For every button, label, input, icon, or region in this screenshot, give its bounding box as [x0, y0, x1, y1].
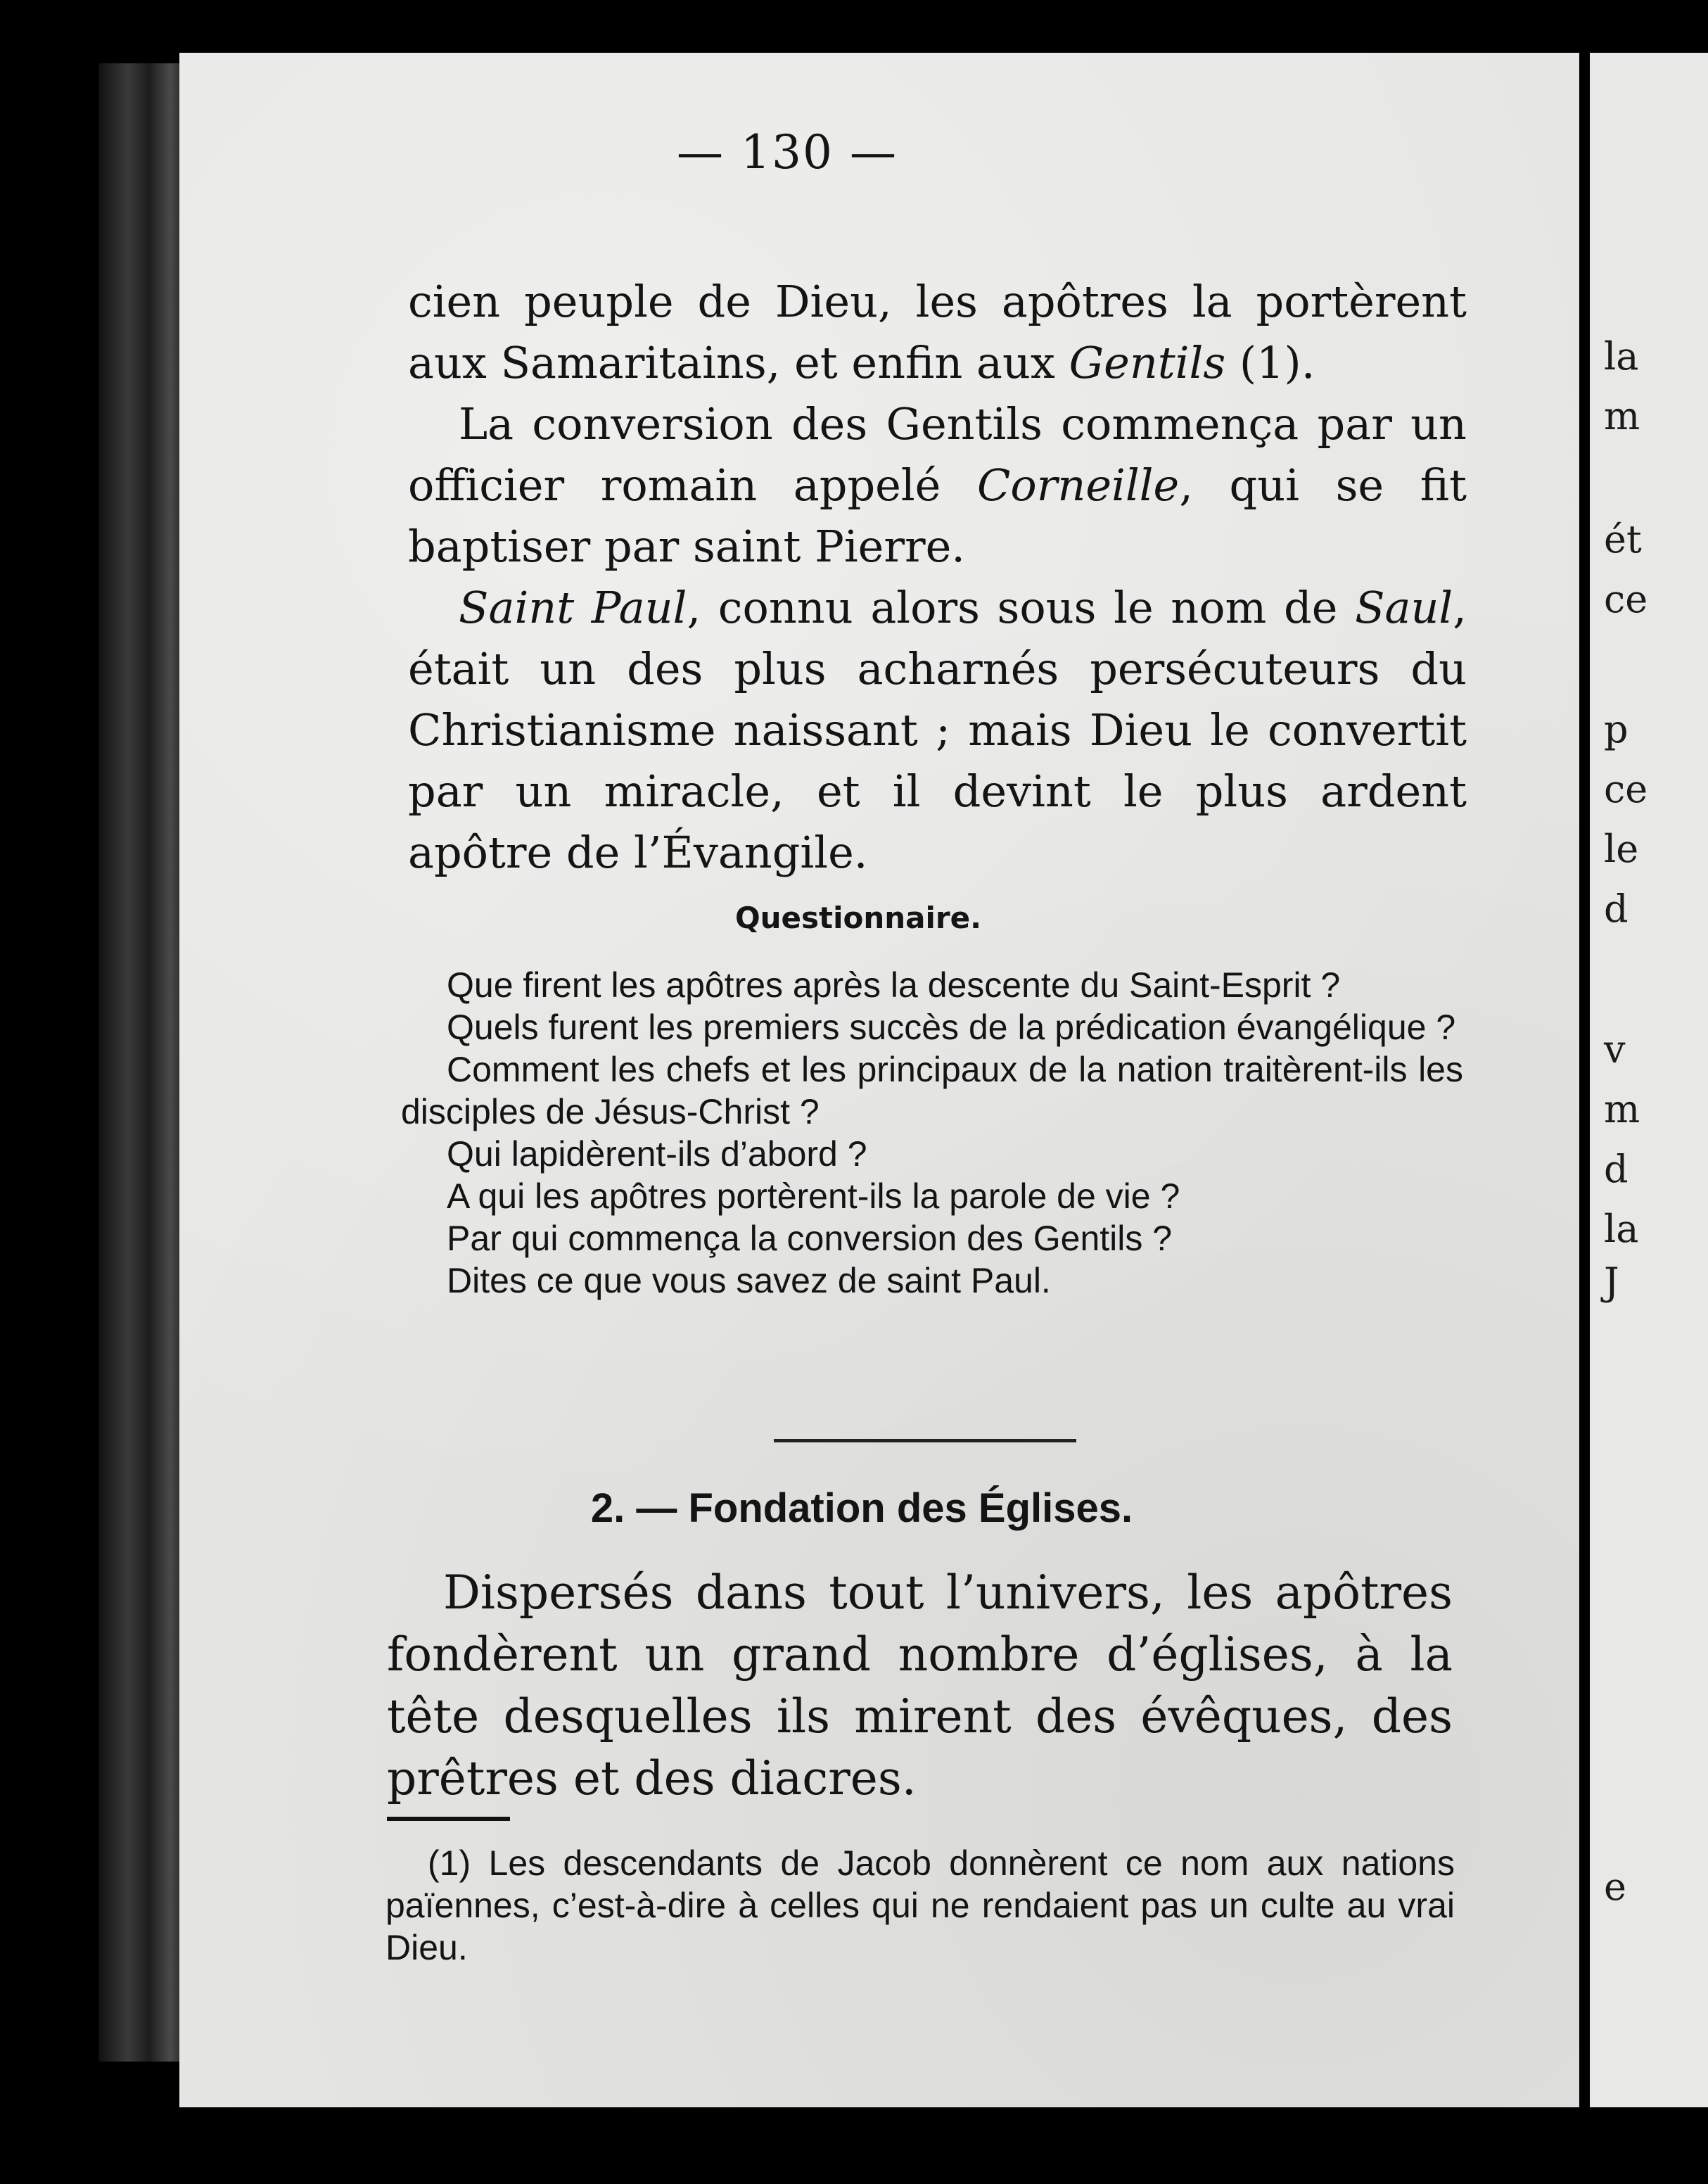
question: Quels furent les premiers succès de la prédication évangélique ? — [447, 1008, 1456, 1047]
adjacent-page-edge — [1590, 53, 1708, 2107]
footnote-text: (1) Les descendants de Jacob donnèrent ce nom aux nations païennes, c’est-à-dire à celles qui ne rendaient pas un culte au vrai Dieu. — [385, 1843, 1455, 1967]
text-run: cien peuple de Dieu, les apôtres la portèrent aux Samaritains, et enfin aux — [408, 276, 1467, 388]
text-run: (1). — [1225, 337, 1315, 388]
adjacent-page-fragment: J — [1604, 1259, 1619, 1304]
italic-term: Corneille — [976, 459, 1180, 511]
questionnaire-list — [401, 964, 1463, 1302]
adjacent-page-fragment: m — [1604, 394, 1640, 438]
paragraph: Dispersés dans tout l’univers, les apôtres fondèrent un grand nombre d’églises, à la tête desquelles ils mirent des évêques, des prêtres et des diacres. — [387, 1566, 1453, 1805]
section-title: 2. — Fondation des Églises. — [590, 1485, 1133, 1531]
adjacent-page-fragment: m — [1604, 1087, 1640, 1131]
footnote — [385, 1842, 1455, 1969]
paragraph — [408, 577, 1467, 883]
text-run: , qui se fit baptiser par saint Pierre. — [408, 459, 1467, 572]
question: A qui les apôtres portèrent-ils la parole de vie ? — [447, 1176, 1180, 1216]
text-run: La conversion des Gentils commença par un officier romain appelé — [408, 398, 1467, 511]
adjacent-page-fragment: v — [1604, 1027, 1626, 1072]
adjacent-page-fragment: la — [1604, 1207, 1639, 1251]
page-number: — 130 — — [677, 125, 898, 179]
footnote-divider — [387, 1817, 510, 1821]
adjacent-page-fragment: d — [1604, 887, 1629, 931]
question: Que firent les apôtres après la descente du Saint-Esprit ? — [447, 965, 1341, 1005]
question: Dites ce que vous savez de saint Paul. — [447, 1261, 1051, 1300]
paragraph — [408, 271, 1467, 393]
question: Par qui commença la conversion des Gentils ? — [447, 1219, 1173, 1258]
adjacent-page-fragment: ét — [1604, 517, 1642, 561]
questionnaire-heading: Questionnaire. — [734, 901, 982, 935]
adjacent-page-fragment: p — [1604, 707, 1629, 751]
adjacent-page-fragment: la — [1604, 334, 1639, 379]
book-spine-edge — [98, 63, 183, 2062]
text-run: , était un des plus acharnés persécuteurs du Christianisme naissant ; mais Dieu le convertit par un miracle, et il devint le plus ardent apôtre de l’Évangile. — [408, 582, 1467, 878]
text-run: , connu alors sous le nom de — [687, 582, 1356, 633]
paragraph — [408, 393, 1467, 577]
section-body — [387, 1562, 1453, 1810]
section-divider — [774, 1439, 1076, 1442]
adjacent-page-fragment: d — [1604, 1147, 1629, 1191]
italic-term: Saint Paul — [459, 582, 687, 633]
adjacent-page-fragment: e — [1604, 1865, 1626, 1909]
body-text — [408, 271, 1467, 883]
italic-term: Saul — [1355, 582, 1453, 633]
adjacent-page-fragment: le — [1604, 827, 1639, 871]
italic-term: Gentils — [1069, 337, 1226, 388]
question: Qui lapidèrent-ils d’abord ? — [447, 1134, 867, 1174]
question: Comment les chefs et les principaux de la nation traitèrent-ils les disciples de Jésus-Christ ? — [401, 1050, 1463, 1131]
adjacent-page-fragment: ce — [1604, 577, 1648, 621]
adjacent-page-fragment: ce — [1604, 767, 1648, 811]
